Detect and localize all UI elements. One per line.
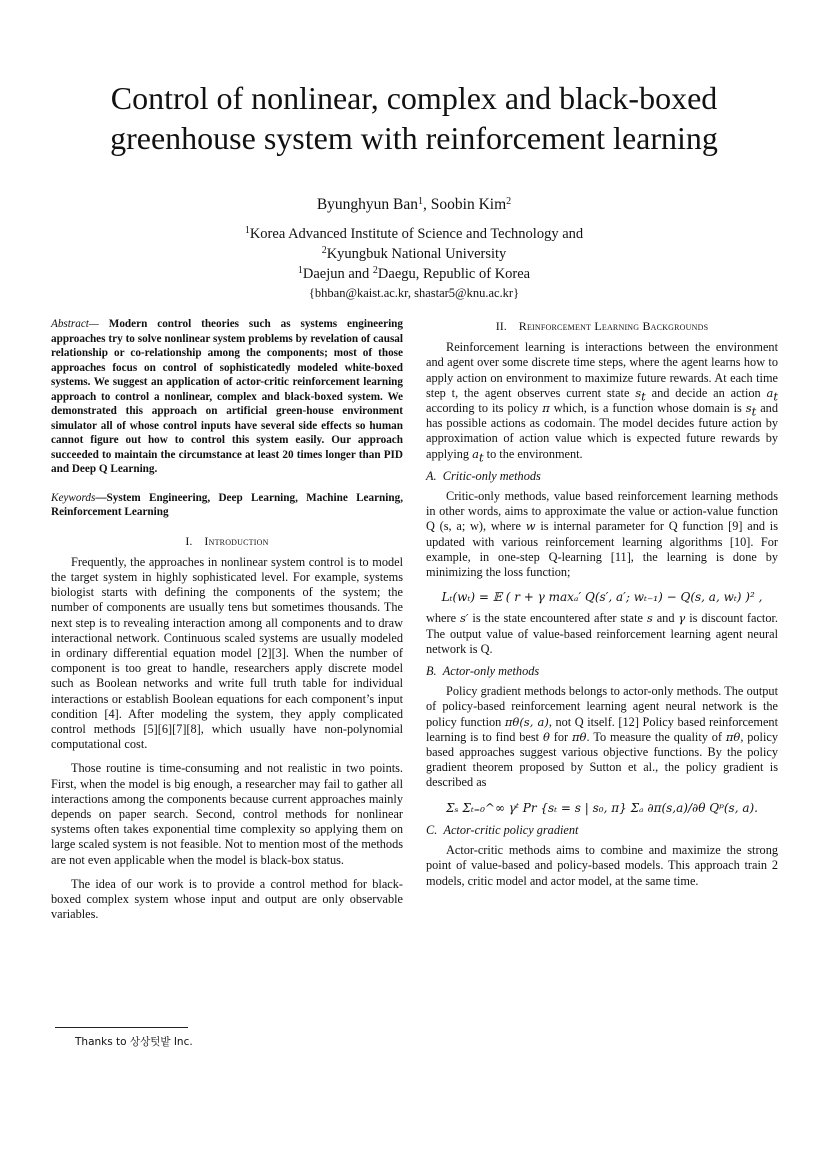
footnote-rule xyxy=(55,1027,188,1028)
policy-gradient-equation: Σₛ Σₜ₌₀^∞ γᵗ Pr {sₜ = s | s₀, π} Σₐ ∂π(s,a)/∂θ Qᵖ(s, a). xyxy=(446,800,758,815)
footnote: Thanks to 상상텃밭 Inc. xyxy=(75,1036,193,1048)
keywords xyxy=(51,491,403,520)
affiliation-2: $^2$Kyungbuk National University xyxy=(321,245,507,262)
subsection-heading-actor-only: B. Actor-only methods xyxy=(426,664,540,679)
subsection-heading-critic-only: A. Critic-only methods xyxy=(426,468,541,483)
left-column xyxy=(51,317,403,922)
abstract-lead: Abstract— xyxy=(51,318,99,330)
abstract xyxy=(51,317,403,477)
intro-paragraph-3: The idea of our work is to provide a control method for black-boxed complex system whose input and output are only observable variables. xyxy=(51,876,403,922)
keywords-lead: Keywords xyxy=(51,491,96,504)
title-line-1: Control of nonlinear, complex and black-boxed xyxy=(110,80,718,116)
actor-paragraph-1: Policy gradient methods belongs to actor-only methods. The output of policy-based reinforcement learning agent neural network is the policy function πθ(s, a), not Q itself. [12] Policy based reinforcement learning is to find best θ for πθ. To measure the quality of πθ, policy based approaches suggest various objective functions. By the policy gradient theorem proposed by Sutton et al., the policy gradient is described as xyxy=(426,684,778,790)
intro-paragraph-1: Frequently, the approaches in nonlinear system control is to model the target system in highly sophisticated level. For example, systems biologist starts with defining the components of the system; the number of components are usually tens but sometimes thousands. The next step is to revealing interaction among all components and to draw interactional network. Continuous scaled systems are usually modeled in ordinary differential equation model [2][3]. When the number of component is too great to handle, researchers apply discrete model such as Boolean networks and write full truth table for individual interactions or establish Boolean equations for each component’s input condition [4]. After modeling the system, they apply complicated control methods [5][6][7][8], which usually have non-polynomial computational cost. xyxy=(51,554,403,752)
rl-paragraph-1: Reinforcement learning is interactions between the environment and agent over some discrete time steps, where the agent learns how to apply action on environment to maximize future rewards. At each time step t, the agent observes current state $s_t$ and decide an action $a_t$ according to its policy π which, is a function whose domain is $s_t$ and has possible actions as codomain. The model decides future action by approximation of action value which is expected future rewards by applying $a_t$ to the environment. xyxy=(426,340,778,465)
author-2: Soobin Kim xyxy=(430,196,507,213)
keywords-text: —System Engineering, Deep Learning, Machine Learning, Reinforcement Learning xyxy=(51,491,403,518)
section-heading-rl-backgrounds: II. Reinforcement Learning Backgrounds xyxy=(495,319,709,333)
author-list: Byunghyun Ban$^1$, Soobin Kim$^2$ xyxy=(316,196,512,213)
critic-paragraph-2: where s′ is the state encountered after state s and γ is discount factor. The output value of value-based reinforcement learning agent neural network is Q. xyxy=(426,611,778,656)
subsection-heading-actor-critic: C. Actor-critic policy gradient xyxy=(426,822,579,837)
section-heading-introduction: I. Introduction xyxy=(185,533,269,548)
author-1: Byunghyun Ban xyxy=(316,196,419,213)
affiliation-1: $^1$Korea Advanced Institute of Science and Technology and xyxy=(244,225,584,242)
author-2-affil-mark: 2 xyxy=(506,196,512,207)
loss-function-equation: Lₜ(wₜ) = 𝔼 ( r + γ maxₐ′ Q(s′, a′; wₜ₋₁) − Q(s, a, wₜ) )² , xyxy=(441,590,763,605)
title-line-2: greenhouse system with reinforcement learning xyxy=(110,120,718,156)
right-column xyxy=(426,317,778,889)
paper-title xyxy=(40,78,788,158)
critic-paragraph-1: Critic-only methods, value based reinforcement learning methods in other words, aims to approximate the value or action-value function Q (s, a; w), where w is internal parameter for Q function [9] and is updated with various reinforcement learning algorithms [10]. For example, in one-step Q-learning [11], the learning is done by minimizing the loss function; xyxy=(426,489,779,580)
intro-paragraph-2: Those routine is time-consuming and not realistic in two points. First, when the model is big enough, a researcher may fail to gather all interactions among the components because current approaches mainly depends on paper search. Second, control methods for nonlinear systems often takes exponential time complexity so applying them on large scaled system is not feasible. Not to mention most of the methods are not even applicable when the model is black-box status. xyxy=(51,761,403,867)
author-emails: {bhban@kaist.ac.kr, shastar5@knu.ac.kr} xyxy=(308,286,520,300)
affiliation-3: $^1$Daejun and $^2$Daegu, Republic of Korea xyxy=(297,265,531,282)
author-1-affil-mark: 1 xyxy=(418,196,424,207)
actor-critic-paragraph-1: Actor-critic methods aims to combine and maximize the strong point of value-based and policy-based models. This approach train 2 models, critic model and actor model, at the same time. xyxy=(426,843,778,888)
abstract-text: Modern control theories such as systems engineering approaches try to solve nonlinear system problems by revelation of causal relationship or co-relationship among the components; most of those approaches focus on control of sophisticatedly modeled white-boxed systems. We suggest an application of actor-critic reinforcement learning approach to control a nonlinear, complex and black-boxed system. We demonstrated this approach on artificial green-house environment simulator all of whose control inputs have several side effects so human cannot figure out how to control this system easily. Our approach succeeded to maintain the circumstance at least 20 times longer than PID and Deep Q Learning. xyxy=(51,318,403,475)
